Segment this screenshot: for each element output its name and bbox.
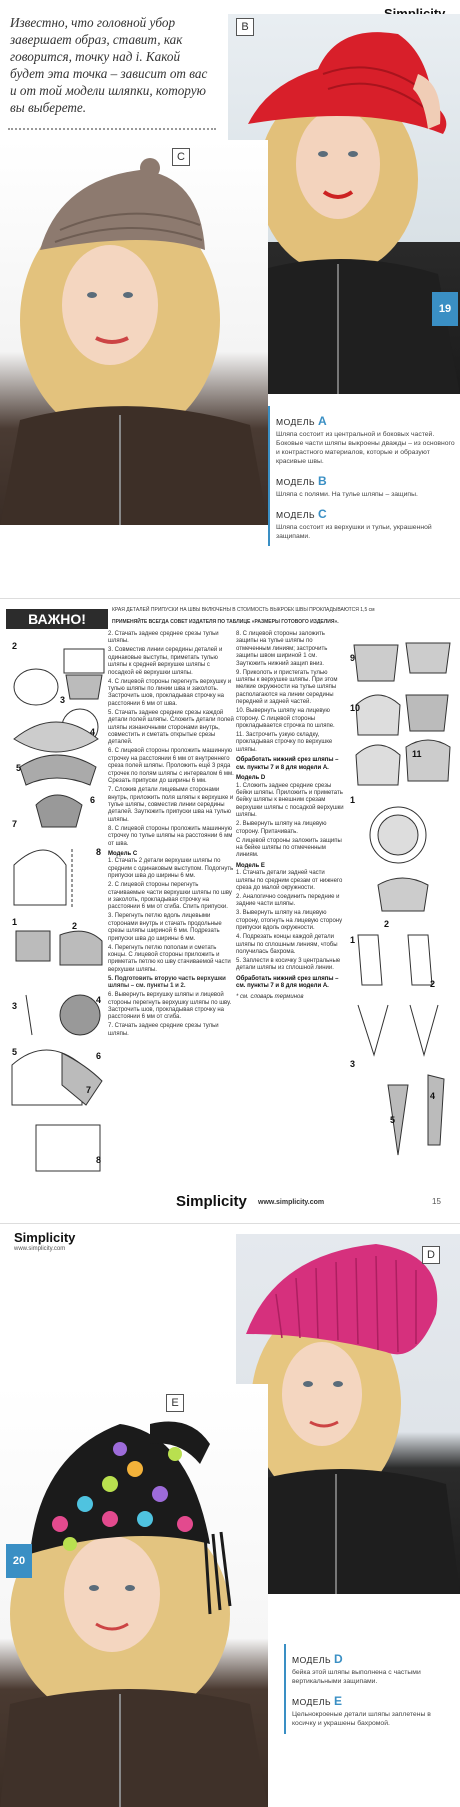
model-b-title: МОДЕЛЬ B: [276, 474, 328, 488]
model-e-desc: Цельнокроеные детали шляпы заплетены в косичку и украшены бахромой.: [292, 1711, 431, 1727]
model-e-heading: Модель E: [236, 862, 265, 869]
model-c-heading: Модель С: [108, 850, 138, 857]
label-c: C: [172, 148, 190, 166]
fig-num: 6: [96, 1051, 102, 1061]
fig-num: 8: [96, 847, 102, 857]
step: 2. С лицевой стороны перегнуть стачиваемые части верхушки шляпы по шву и заколоть, прокладывая строчку на расстоянии 6 мм от сгиба. Спить припуски.: [108, 882, 232, 911]
sketches-right: [348, 635, 456, 1195]
fig-num: 7: [12, 819, 18, 829]
step: 5. Стачать заднее средние срезы каждой детали полей шляпы. Сложить детали полей шляпы изнаночными сторонами внутрь, совместить и сметать открытые срезы деталей.: [108, 709, 234, 746]
step: 5. Заплести в косичку 3 центральные детали шляпы из сплошной линии.: [236, 958, 341, 972]
page-number-tab: 20: [6, 1544, 32, 1578]
model-b-desc: Шляпа с полями. На тулье шляпы – защипы.: [276, 491, 418, 498]
step: 7. Стачать заднее средние срезы тульи шляпы.: [108, 1023, 219, 1037]
label-b: B: [236, 18, 254, 36]
step: 3. Вывернуть шляпу на лицевую сторону, отогнуть на лицевую сторону припуски вдоль окружности.: [236, 910, 343, 932]
model-a-title: МОДЕЛЬ A: [276, 414, 328, 428]
fig-num: 2: [430, 979, 436, 989]
fig-num: 7: [86, 1085, 92, 1095]
fig-num: 10: [350, 703, 361, 713]
step: С лицевой стороны заложить защипы на бейке шляпы по отмеченным линиям.: [236, 837, 342, 859]
step: 9. Приколоть и пристегать тулью шляпы к верхушке шляпы. При этом мелкие окружности на тулье шляпы располагаются на линии середины передней и задней частей.: [236, 669, 338, 706]
simplicity-url: www.simplicity.com: [14, 1246, 66, 1252]
fig-num: 4: [96, 995, 102, 1005]
model-d-desc: бейка этой шляпы выполнена с частыми вертикальными защипами.: [292, 1669, 421, 1685]
step: 2. Стачать заднее среднее срезы тульи шляпы.: [108, 631, 219, 645]
fig-num: 3: [60, 695, 66, 705]
photo-model-c: [0, 140, 268, 525]
page-15-instructions: [0, 598, 460, 1223]
page-number: 15: [432, 1197, 441, 1206]
pink-hat-illustration: [236, 1234, 460, 1594]
model-c: [276, 507, 456, 541]
fig-num: 6: [90, 795, 96, 805]
models-list: [276, 406, 456, 541]
step: 6. С лицевой стороны проложить машинную строчку на расстоянии 6 мм от внутреннего среза полей шляпы. Проложить ещё 3 ряда строчек по полям шляпы с интервалом 6 мм. Срезать припуски до ширины 6 мм.: [108, 748, 234, 785]
models-accent-line: [268, 406, 270, 546]
fig-num: 2: [384, 919, 390, 929]
fig-num: 2: [72, 921, 78, 931]
model-c-title: МОДЕЛЬ C: [276, 507, 328, 521]
fig-num: 3: [350, 1059, 356, 1069]
model-a-desc: Шляпа состоит из центральной и боковых частей. Боковые части шляпы выкроены дважды – из основного и контрастного материалов, которые и образуют красивые швы.: [276, 431, 455, 465]
models-accent-line: [284, 1644, 286, 1734]
fig-num: 11: [412, 749, 422, 759]
simplicity-logo: Simplicity: [14, 1230, 76, 1245]
step: 8. С лицевой стороны заложить защипы на тулье шляпы по отмеченным линиям; застрочить защипы швом шириной 1 см. Заутюжить нижний защип вниз.: [236, 631, 328, 667]
model-d-title: МОДЕЛЬ D: [292, 1652, 344, 1666]
intro-text: Известно, что головной убор завершает образ, ставит, как говорится, точку над i. Какой будет эта точка – зависит от вас и от той модели шляпки, которую вы выберете.: [10, 15, 208, 115]
polka-dot-hat-illustration: [0, 1384, 268, 1807]
instructions-column-a: [108, 631, 236, 1040]
step: 8. С лицевой стороны проложить машинную строчку по тулье шляпы на расстоянии 6 мм от шва.: [108, 825, 233, 847]
model-d: [292, 1652, 452, 1686]
fig-num: 4: [430, 1091, 436, 1101]
fig-num: 5: [16, 763, 22, 773]
step: 4. Подрезать концы каждой детали шляпы по сплошным линиям, чтобы получилась бахрома.: [236, 934, 338, 955]
fig-num: 1: [12, 917, 18, 927]
page-19: [0, 0, 460, 598]
label-e: E: [166, 1394, 184, 1412]
step: 10. Вывернуть шляпу на лицевую сторону. С лицевой стороны прокладывается строчка по шляпе.: [236, 708, 335, 730]
model-e: [292, 1694, 452, 1728]
photo-model-e: [0, 1384, 268, 1807]
step: 4. С лицевой стороны перегнуть верхушку и тулью шляпы по линии шва и заколоть. Застрочить шов, прокладывая строчку на расстоянии 6 мм от шва.: [108, 678, 232, 707]
step: 6. Вывернуть верхушку шляпы и лицевой стороны перегнуть верхушку шляпы по шву. Застрочить шов, прокладывая строчку на расстоянии 6 мм от сгиба.: [108, 992, 232, 1021]
simplicity-logo-footer: Simplicity: [176, 1193, 247, 1210]
model-c-desc: Шляпа состоит из верхушки и тульи, украшенной защипами.: [276, 524, 432, 540]
step: 3. Совместив линии середины деталей и одинаковые выступы, приметать тулью шляпы к средней верхушке шляпы с посадкой её верхушки шляпы.: [108, 647, 223, 676]
model-d-heading: Модель D: [236, 775, 266, 782]
warning-line-1: КРАЯ ДЕТАЛЕЙ ПРИПУСКИ НА ШВЫ ВКЛЮЧЕНЫ В СТОИМОСТЬ ВЫКРОЕК ШВЫ ПРОКЛАДЫВАЮТСЯ 1,5 см: [112, 607, 375, 613]
sketches-left: [6, 635, 110, 1195]
fig-num: 1: [350, 795, 356, 805]
step: 4. Перегнуть петлю пополам и сметать концы. С лицевой стороны приложить и приметать петлю ко шву стачиваемой части верхушки шляпы.: [108, 944, 231, 973]
label-d: D: [422, 1246, 440, 1264]
page-number-tab: 19: [432, 292, 458, 326]
fig-num: 5: [12, 1047, 18, 1057]
fig-num: 1: [350, 935, 356, 945]
step: 2. Вывернуть шляпу на лицевую сторону. Притачивать.: [236, 821, 327, 835]
finish-heading-e: Обработать нижний срез шляпы – см. пункты 7 и 8 для модели А.: [236, 975, 339, 990]
photo-model-d: [236, 1234, 460, 1594]
step: 3. Перегнуть петлю вдоль лицевыми сторонами внутрь и стачать продольные срезы шляпы шириной 6 мм. Подрезать припуски шва до ширины 6 мм.: [108, 913, 222, 942]
warning-line-2: ПРИМЕНЯЙТЕ ВСЕГДА СОВЕТ ИЗДАТЕЛЯ ПО ТАБЛИЦЕ «РАЗМЕРЫ ГОТОВОГО ИЗДЕЛИЯ».: [112, 619, 339, 625]
model-b: [276, 474, 456, 499]
simplicity-url-footer: www.simplicity.com: [258, 1199, 325, 1206]
step: 2. Аналогично соединить передние и задние части шляпы.: [236, 893, 340, 908]
fig-num: 4: [90, 727, 96, 737]
step: 1. Стачать 2 детали верхушки шляпы по средним с одинаковым выступом. Подогнуть припуски шва до ширины 6 мм.: [108, 858, 234, 880]
step: 1. Сложить заднее средние срезы бейки шляпы. Приложить и приметать бейку шляпы к внешним срезам верхушки шляпы с посадкой верхушки шляпы.: [236, 782, 344, 819]
step: 1. Стачать детали задней части шляпы по средним срезам от нижнего среза до малой окружности.: [236, 870, 343, 891]
divider-dots: [8, 128, 216, 130]
step: 11. Застрочить узкую складку, прокладывая строчку по верхушке шляпы.: [236, 732, 333, 753]
fig-num: 9: [350, 653, 356, 663]
fig-num: 8: [96, 1155, 102, 1165]
models-list: [292, 1644, 452, 1728]
page-20: [0, 1223, 460, 1807]
step: 5. Подготовить вторую часть верхушки шляпы – см. пункты 1 и 2.: [108, 975, 226, 990]
fig-num: 5: [390, 1115, 396, 1125]
finish-heading: Обработать нижний срез шляпы – см. пункты 7 и 8 для модели А.: [236, 757, 339, 771]
fig-num: 3: [12, 1001, 18, 1011]
taupe-hat-illustration: [0, 140, 268, 525]
fig-num: 2: [12, 641, 18, 651]
footnote: * см. словарь терминов: [236, 993, 304, 1000]
instructions-column-b: [236, 631, 344, 1003]
model-a: [276, 414, 456, 466]
model-e-title: МОДЕЛЬ E: [292, 1694, 343, 1708]
step: 7. Сложив детали лицевыми сторонами внутрь, приложить поля шляпы к верхушке и тулье шляпы, совместив линии середины деталей. Заутюжить припуски шва на тулью шляпы.: [108, 787, 234, 823]
important-banner: ВАЖНО!: [6, 609, 108, 629]
